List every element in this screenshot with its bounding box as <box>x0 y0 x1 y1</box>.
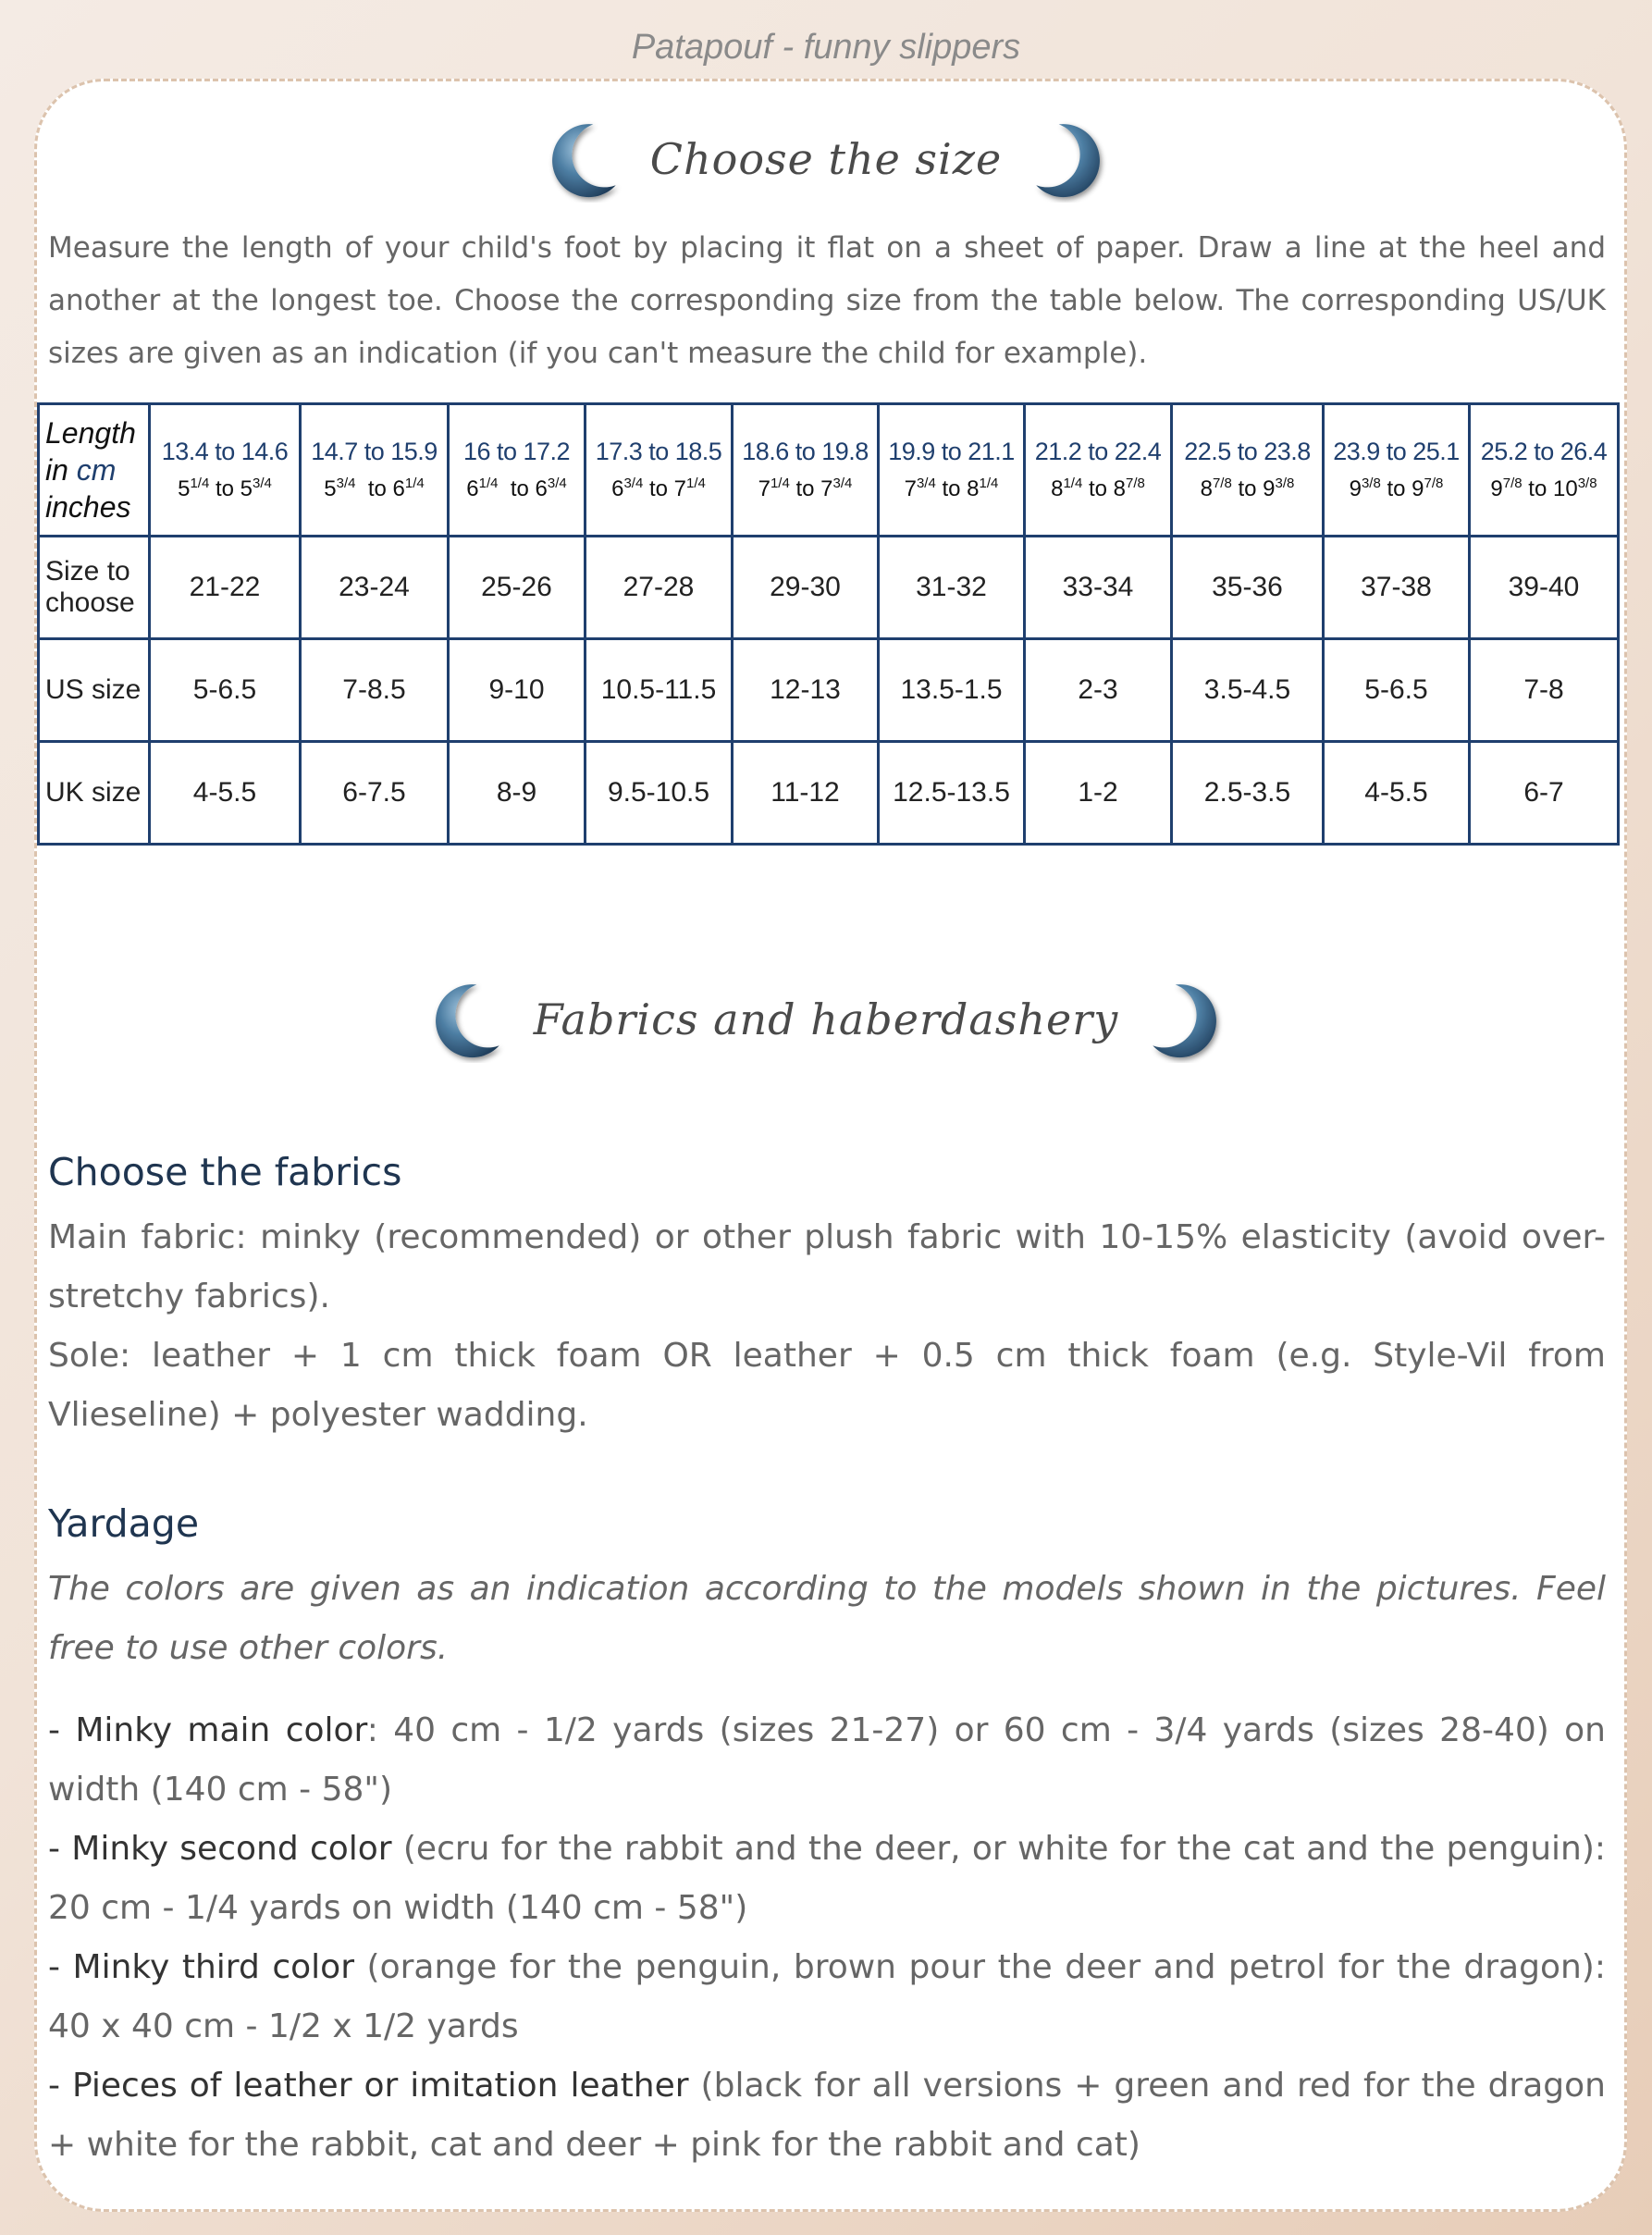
uk-size-cell: 4-5.5 <box>1324 742 1470 845</box>
us-size-cell: 5-6.5 <box>1324 639 1470 742</box>
size-cell: 23-24 <box>301 537 449 639</box>
us-size-cell: 5-6.5 <box>150 639 301 742</box>
length-cell: 23.9 to 25.1 $9^{3/8}$ to $9^{7/8}$ <box>1324 404 1470 537</box>
table-row-uk <box>39 742 1619 845</box>
size-cell: 33-34 <box>1025 537 1172 639</box>
us-size-label: US size <box>39 639 150 742</box>
yardage-list <box>48 1701 1606 2175</box>
us-size-cell: 7-8.5 <box>301 639 449 742</box>
size-heading-text: Choose the size <box>649 134 1003 184</box>
fabrics-heading-text: Fabrics and haberdashery <box>533 994 1119 1044</box>
size-cell: 39-40 <box>1470 537 1619 639</box>
size-cell: 37-38 <box>1324 537 1470 639</box>
uk-size-label: UK size <box>39 742 150 845</box>
length-inches-label: inches <box>45 490 131 524</box>
uk-size-cell: 1-2 <box>1025 742 1172 845</box>
document-header: Patapouf - funny slippers <box>631 28 1021 67</box>
length-header <box>39 404 150 537</box>
crescent-moon-right-icon <box>1026 116 1113 203</box>
crescent-moon-left-icon <box>539 116 626 203</box>
list-item: - Minky third color (orange for the penguin, brown pour the deer and petrol for the dragon): 40 x 40 cm - 1/2 x 1/2 yards <box>48 1948 1606 2045</box>
uk-size-cell: 9.5-10.5 <box>586 742 733 845</box>
size-cell: 31-32 <box>879 537 1025 639</box>
length-cell: 16 to 17.2 $6^{1/4}$ to $6^{3/4}$ <box>449 404 586 537</box>
size-cell: 29-30 <box>733 537 879 639</box>
length-in-label: in <box>45 453 68 487</box>
crescent-moon-left-icon <box>423 976 510 1063</box>
main-fabric-text: Main fabric: minky (recommended) or other plush fabric with 10-15% elasticity (avoid over-stretchy fabrics). <box>48 1218 1606 1315</box>
fabrics-body <box>48 1208 1606 1445</box>
table-row-size <box>39 537 1619 639</box>
length-cell: 18.6 to 19.8 $7^{1/4}$ to $7^{3/4}$ <box>733 404 879 537</box>
table-row-length <box>39 404 1619 537</box>
length-cell: 21.2 to 22.4 $8^{1/4}$ to $8^{7/8}$ <box>1025 404 1172 537</box>
uk-size-cell: 4-5.5 <box>150 742 301 845</box>
list-item: - Minky second color (ecru for the rabbit and the deer, or white for the cat and the penguin): 20 cm - 1/4 yards on width (140 cm - 58") <box>48 1830 1606 1927</box>
yardage-note: The colors are given as an indication according to the models shown in the pictures. Feel free to use other colors. <box>48 1570 1606 1667</box>
size-label: Size to choose <box>39 537 150 639</box>
uk-size-cell: 12.5-13.5 <box>879 742 1025 845</box>
size-table <box>37 402 1620 846</box>
length-cell: 25.2 to 26.4 $9^{7/8}$ to $10^{3/8}$ <box>1470 404 1619 537</box>
list-item: - Pieces of leather or imitation leather (black for all versions + green and red for the dragon + white for the rabbit, cat and deer + pink for the rabbit and cat) <box>48 2067 1606 2164</box>
list-item: - Minky main color: 40 cm - 1/2 yards (sizes 21-27) or 60 cm - 3/4 yards (sizes 28-40) on width (140 cm - 58") <box>48 1711 1606 1809</box>
us-size-cell: 12-13 <box>733 639 879 742</box>
length-cell: 13.4 to 14.6 $5^{1/4}$ to $5^{3/4}$ <box>150 404 301 537</box>
size-cell: 21-22 <box>150 537 301 639</box>
fabrics-heading <box>0 976 1652 1063</box>
crescent-moon-right-icon <box>1142 976 1229 1063</box>
uk-size-cell: 6-7 <box>1470 742 1619 845</box>
length-cell: 22.5 to 23.8 $8^{7/8}$ to $9^{3/8}$ <box>1172 404 1324 537</box>
length-cell: 17.3 to 18.5 $6^{3/4}$ to $7^{1/4}$ <box>586 404 733 537</box>
length-cell: 19.9 to 21.1 $7^{3/4}$ to $8^{1/4}$ <box>879 404 1025 537</box>
us-size-cell: 10.5-11.5 <box>586 639 733 742</box>
us-size-cell: 7-8 <box>1470 639 1619 742</box>
size-cell: 25-26 <box>449 537 586 639</box>
uk-size-cell: 6-7.5 <box>301 742 449 845</box>
size-cell: 27-28 <box>586 537 733 639</box>
length-cm-label: cm <box>76 453 117 487</box>
uk-size-cell: 2.5-3.5 <box>1172 742 1324 845</box>
size-cell: 35-36 <box>1172 537 1324 639</box>
choose-fabrics-title: Choose the fabrics <box>48 1150 402 1194</box>
us-size-cell: 3.5-4.5 <box>1172 639 1324 742</box>
sole-text: Sole: leather + 1 cm thick foam OR leather + 0.5 cm thick foam (e.g. Style-Vil from Vlieseline) + polyester wadding. <box>48 1337 1606 1434</box>
yardage-title: Yardage <box>48 1501 200 1546</box>
length-label: Length <box>45 416 136 450</box>
us-size-cell: 2-3 <box>1025 639 1172 742</box>
uk-size-cell: 8-9 <box>449 742 586 845</box>
length-cell: 14.7 to 15.9 $5^{3/4}$ to $6^{1/4}$ <box>301 404 449 537</box>
us-size-cell: 9-10 <box>449 639 586 742</box>
table-row-us <box>39 639 1619 742</box>
uk-size-cell: 11-12 <box>733 742 879 845</box>
us-size-cell: 13.5-1.5 <box>879 639 1025 742</box>
size-heading <box>0 116 1652 203</box>
size-intro: Measure the length of your child's foot by placing it flat on a sheet of paper. Draw a line at the heel and another at the longest toe. Choose the corresponding size from the table below. The corresponding US/UK sizes are given as an indication (if you can't measure the child for example). <box>48 231 1606 370</box>
